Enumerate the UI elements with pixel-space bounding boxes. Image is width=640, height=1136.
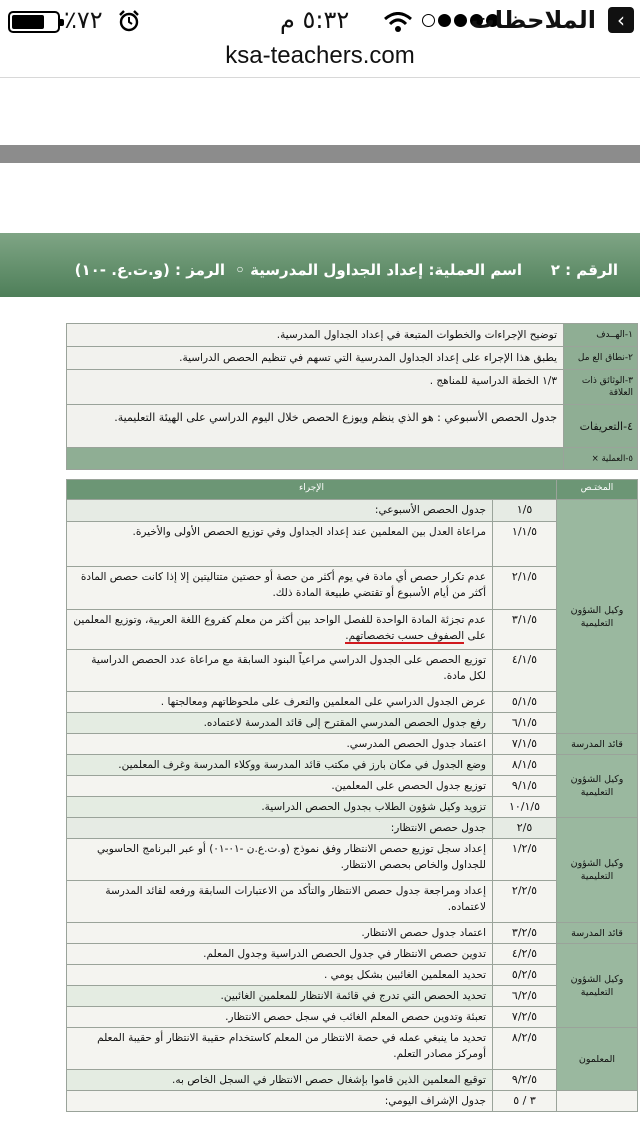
intro-table xyxy=(66,323,638,470)
status-bar xyxy=(0,0,640,40)
role-cell: قائد المدرسة xyxy=(557,734,638,755)
role-cell: وكيل الشؤون التعليمية xyxy=(557,944,638,1028)
table-row xyxy=(67,797,638,818)
intro-text: ١/٣ الخطة الدراسية للمناهج . xyxy=(67,370,564,405)
intro-label: ٥-العملية × xyxy=(564,448,638,470)
step-text: توقيع المعلمين الذين قاموا بإشغال حصص الانتظار في السجل الخاص به. xyxy=(67,1070,493,1091)
table-row xyxy=(67,500,638,522)
step-number: ٢/١/٥ xyxy=(493,567,557,610)
table-row xyxy=(67,1070,638,1091)
role-cell: المعلمون xyxy=(557,1028,638,1091)
intro-row xyxy=(67,370,638,405)
back-chevron-icon[interactable]: ‹ xyxy=(608,7,634,33)
intro-label: ٣-الوثائق ذات العلاقة xyxy=(564,370,638,405)
step-text: توزيع الحصص على الجدول الدراسي مراعياً البنود السابقة مع مراعاة عدد الحصص الدراسية لكل مادة. xyxy=(67,650,493,692)
intro-label: ٤-التعريفات xyxy=(564,405,638,448)
step-number: ٢/٢/٥ xyxy=(493,881,557,923)
step-number: ٩/١/٥ xyxy=(493,776,557,797)
step-text: توزيع جدول الحصص على المعلمين. xyxy=(67,776,493,797)
step-number: ٩/٢/٥ xyxy=(493,1070,557,1091)
step-text: جدول حصص الانتظار: xyxy=(67,818,493,839)
table-row xyxy=(67,944,638,965)
battery-icon xyxy=(8,11,60,33)
intro-text xyxy=(67,448,564,470)
column-header-role: المختـص xyxy=(557,480,638,500)
step-text-part: عدم تجزئة المادة الواحدة للفصل الواحد بين أكثر من معلم كفروع اللغة العربية، وتوزيع المعلمين على xyxy=(73,614,486,642)
step-text: إعداد سجل توزيع حصص الانتظار وفق نموذج (و.ت.ع.ن -٠١-٠١) أو عبر البرنامج الحاسوبي للجداول والخاص بحصص الانتظار. xyxy=(67,839,493,881)
intro-text: توضيح الإجراءات والخطوات المتبعة في إعداد الجداول المدرسية. xyxy=(67,324,564,347)
column-header-procedure: الإجراء xyxy=(67,480,557,500)
document-header xyxy=(0,233,640,297)
step-number: ٤/٢/٥ xyxy=(493,944,557,965)
step-text: تحديد المعلمين الغائبين بشكل يومي . xyxy=(67,965,493,986)
wifi-icon xyxy=(384,12,412,32)
url-text[interactable]: ksa-teachers.com xyxy=(225,42,415,69)
table-header-row xyxy=(67,480,638,500)
step-text: جدول الإشراف اليومي: xyxy=(67,1091,493,1112)
table-row xyxy=(67,755,638,776)
intro-text: يطبق هذا الإجراء على إعداد الجداول المدرسية التي تسهم في تنظيم الحصص الدراسية. xyxy=(67,347,564,370)
table-row xyxy=(67,965,638,986)
step-text: عرض الجدول الدراسي على المعلمين والتعرف على ملحوظاتهم ومعالجتها . xyxy=(67,692,493,713)
table-row xyxy=(67,567,638,610)
table-row xyxy=(67,1091,638,1112)
intro-label: ٢-نطاق الع مل xyxy=(564,347,638,370)
signal-dot xyxy=(422,14,435,27)
step-text: اعتماد جدول الحصص المدرسي. xyxy=(67,734,493,755)
intro-row xyxy=(67,405,638,448)
intro-row xyxy=(67,324,638,347)
step-number: ٨/١/٥ xyxy=(493,755,557,776)
table-row xyxy=(67,650,638,692)
process-name: اسم العملية: إعداد الجداول المدرسية ◦ xyxy=(235,261,522,279)
intro-text: جدول الحصص الأسبوعي : هو الذي ينظم ويوزع الحصص خلال اليوم الدراسي على الهيئة التعليمية. xyxy=(67,405,564,448)
signal-dot xyxy=(454,14,467,27)
step-number: ٥/١/٥ xyxy=(493,692,557,713)
battery-percent: ٪٧٢ xyxy=(64,6,103,34)
table-row xyxy=(67,839,638,881)
table-row xyxy=(67,522,638,567)
document-number: الرقم : ٢ xyxy=(550,261,618,279)
step-text: تحديد ما ينبغي عمله في حصة الانتظار من المعلم كاستخدام حقيبة الانتظار أو حقيبة المعلم أومركز مصادر التعلم. xyxy=(67,1028,493,1070)
step-text: عدم تكرار حصص أي مادة في يوم أكثر من حصة أو حصتين متتاليتين إلا إذا كانت حصص المادة أكثر من أيام الأسبوع أو تقتضي طبيعة المادة ذلك. xyxy=(67,567,493,610)
step-text: تحديد الحصص التي تدرج في قائمة الانتظار للمعلمين الغائبين. xyxy=(67,986,493,1007)
table-row xyxy=(67,734,638,755)
role-cell: قائد المدرسة xyxy=(557,923,638,944)
step-number: ٧/٢/٥ xyxy=(493,1007,557,1028)
back-to-app-label[interactable]: الملاحظات xyxy=(470,6,596,34)
table-row xyxy=(67,818,638,839)
procedure-table xyxy=(66,479,638,1112)
intro-row xyxy=(67,347,638,370)
step-number: ٣ / ٥ xyxy=(493,1091,557,1112)
process-code: الرمز : (و.ت.ع. -١٠) xyxy=(74,261,225,279)
step-text: تعبئة وتدوين حصص المعلم الغائب في سجل حصص الانتظار. xyxy=(67,1007,493,1028)
step-text: جدول الحصص الأسبوعي: xyxy=(67,500,493,522)
step-number: ٣/٢/٥ xyxy=(493,923,557,944)
clock: ٥:٣٢ م xyxy=(280,6,350,34)
table-row xyxy=(67,713,638,734)
step-text: وضع الجدول في مكان بارز في مكتب قائد المدرسة ووكلاء المدرسة وغرف المعلمين. xyxy=(67,755,493,776)
step-text: تزويد وكيل شؤون الطلاب بجدول الحصص الدراسية. xyxy=(67,797,493,818)
step-number: ١/٢/٥ xyxy=(493,839,557,881)
underlined-highlight: الصفوف حسب تخصصاتهم. xyxy=(345,630,465,642)
table-row xyxy=(67,1028,638,1070)
intro-label: ١-الهــدف xyxy=(564,324,638,347)
signal-dot xyxy=(438,14,451,27)
intro-row xyxy=(67,448,638,470)
table-row xyxy=(67,692,638,713)
address-bar[interactable] xyxy=(0,40,640,78)
role-cell-empty xyxy=(557,1091,638,1112)
table-row xyxy=(67,776,638,797)
table-row xyxy=(67,610,638,650)
table-row xyxy=(67,881,638,923)
step-text: إعداد ومراجعة جدول حصص الانتظار والتأكد من الاعتبارات السابقة ورفعه لقائد المدرسة لاعتماده. xyxy=(67,881,493,923)
page-divider-band xyxy=(0,145,640,163)
step-text: مراعاة العدل بين المعلمين عند إعداد الجداول وفي توزيع الحصص الأولى والأخيرة. xyxy=(67,522,493,567)
table-row xyxy=(67,986,638,1007)
step-number: ٤/١/٥ xyxy=(493,650,557,692)
step-number: ٥/٢/٥ xyxy=(493,965,557,986)
step-number: ٦/١/٥ xyxy=(493,713,557,734)
step-number: ١/١/٥ xyxy=(493,522,557,567)
step-text xyxy=(67,610,493,650)
table-row xyxy=(67,1007,638,1028)
step-number: ١/٥ xyxy=(493,500,557,522)
step-number: ٨/٢/٥ xyxy=(493,1028,557,1070)
alarm-clock-icon xyxy=(118,10,140,32)
role-cell: وكيل الشؤون التعليمية xyxy=(557,500,638,734)
role-cell: وكيل الشؤون التعليمية xyxy=(557,755,638,818)
role-cell: وكيل الشؤون التعليمية xyxy=(557,818,638,923)
table-row xyxy=(67,923,638,944)
step-number: ٦/٢/٥ xyxy=(493,986,557,1007)
step-number: ١٠/١/٥ xyxy=(493,797,557,818)
step-text: اعتماد جدول حصص الانتظار. xyxy=(67,923,493,944)
step-text: رفع جدول الحصص المدرسي المقترح إلى قائد المدرسة لاعتماده. xyxy=(67,713,493,734)
step-number: ٢/٥ xyxy=(493,818,557,839)
step-text: تدوين حصص الانتظار في جدول الحصص الدراسية وجدول المعلم. xyxy=(67,944,493,965)
step-number: ٣/١/٥ xyxy=(493,610,557,650)
step-number: ٧/١/٥ xyxy=(493,734,557,755)
